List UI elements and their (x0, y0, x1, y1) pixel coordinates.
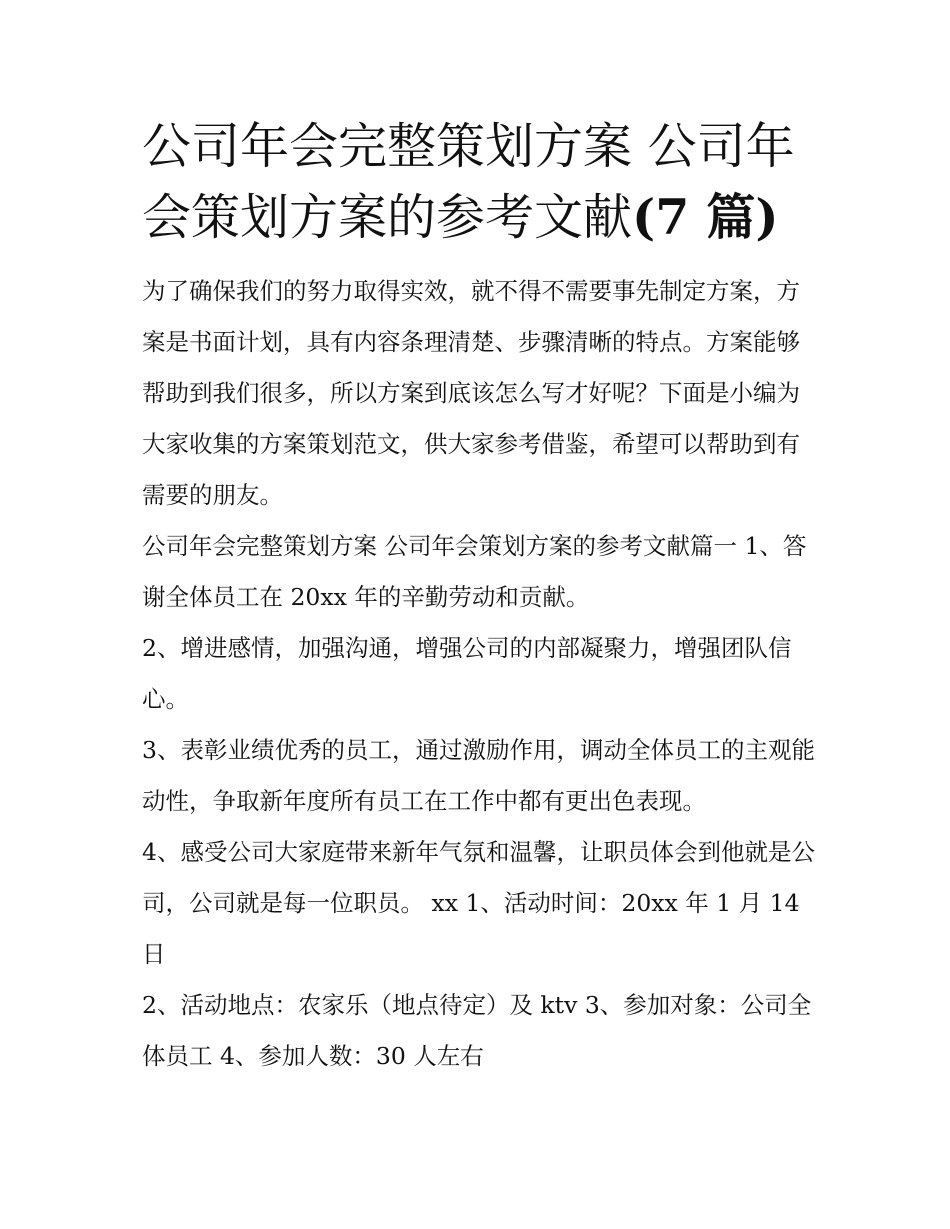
paragraph-item-3: 3、表彰业绩优秀的员工，通过激励作用，调动全体员工的主观能动性，争取新年度所有员工在工作中都有更出色表现。 (142, 736, 815, 815)
document-title-main: 公司年会完整策划方案 公司年会策划方案的参考文献 (142, 118, 795, 246)
paragraph-item-2: 2、增进感情，加强沟通，增强公司的内部凝聚力，增强团队信心。 (142, 634, 792, 713)
paragraph-item-4: 4、感受公司大家庭带来新年气氛和温馨，让职员体会到他就是公司，公司就是每一位职员。 xx 1、活动时间：20xx 年 1 月 14 日 (142, 838, 815, 968)
document-body (142, 112, 817, 1082)
document-title-suffix: (7 篇) (632, 188, 779, 246)
paragraph-intro: 为了确保我们的努力取得实效，就不得不需要事先制定方案，方案是书面计划，具有内容条理清楚、步骤清晰的特点。方案能够帮助到我们很多，所以方案到底该怎么写才好呢？下面是小编为大家收集的方案策划范文，供大家参考借鉴，希望可以帮助到有需要的朋友。 (142, 277, 800, 509)
paragraph-event-details: 2、活动地点：农家乐（地点待定）及 ktv 3、参加对象：公司全体员工 4、参加人数：30 人左右 (142, 991, 812, 1070)
document-title (142, 112, 817, 253)
paragraph-section-one: 公司年会完整策划方案 公司年会策划方案的参考文献篇一 1、答谢全体员工在 20xx 年的辛勤劳动和贡献。 (142, 532, 807, 611)
